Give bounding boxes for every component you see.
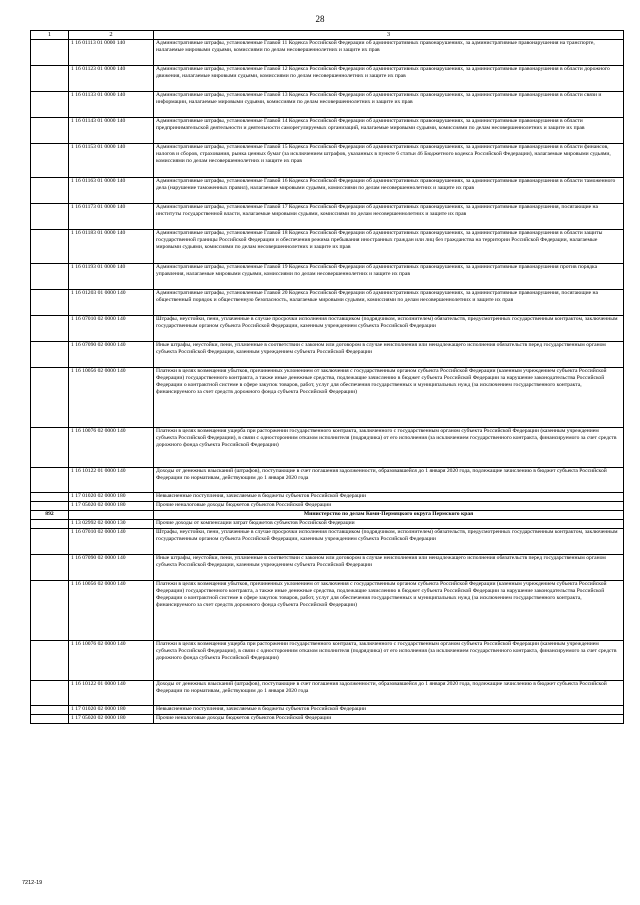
revenue-code-cell: 1 16 07090 02 0000 140 — [69, 342, 154, 368]
revenue-description-cell: Прочие неналоговые доходы бюджетов субъектов Российской Федерации — [154, 715, 624, 724]
revenue-description-cell: Штрафы, неустойки, пени, уплаченные в случае просрочки исполнения поставщиком (подрядчиком, исполнителем) обязательств, предусмотренных государственным контрактом, заключенным государственным органом субъекта Российской Федерации, казенным учреждением субъекта Российской Федерации — [154, 316, 624, 342]
revenue-code-cell: 1 16 01113 01 0000 140 — [69, 40, 154, 66]
table-row — [31, 428, 624, 468]
header-col-2: 2 — [69, 31, 154, 40]
admin-code-cell — [31, 178, 69, 204]
revenue-description-cell: Платежи в целях возмещения ущерба при расторжении государственного контракта, заключенного с государственным органом субъекта Российской Федерации (казенным учреждением субъекта Российской Федерации), в связи с односторонним отказом исполнителя (подрядчика) от его исполнения (за исключением государственного контракта, финансируемого за счет средств дорожного фонда субъекта Российской Федерации) — [154, 428, 624, 468]
table-row — [31, 92, 624, 118]
revenue-code-cell: 1 16 01123 01 0000 140 — [69, 66, 154, 92]
revenue-code-cell: 1 16 07090 02 0000 140 — [69, 555, 154, 581]
revenue-code-cell: 1 16 01143 01 0000 140 — [69, 118, 154, 144]
admin-code-cell — [31, 230, 69, 264]
revenue-description-cell: Платежи в целях возмещения убытков, причиненных уклонением от заключения с государственным органом субъекта Российской Федерации (казенным учреждением субъекта Российской Федерации) государственного контракта, а также иные денежные средства, подлежащие зачислению в бюджет субъекта Российской Федерации за нарушение законодательства Российской Федерации о контрактной системе в сфере закупок товаров, работ, услуг для обеспечения государственных и муниципальных нужд (за исключением государственного контракта, финансируемого за счет средств дорожного фонда субъекта Российской Федерации) — [154, 581, 624, 641]
revenue-code-cell: 1 16 10056 02 0000 140 — [69, 581, 154, 641]
admin-code-cell: 892 — [31, 511, 69, 520]
table-row — [31, 706, 624, 715]
table-row — [31, 342, 624, 368]
admin-code-cell — [31, 368, 69, 428]
revenue-code-cell: 1 16 10122 01 0000 140 — [69, 681, 154, 706]
revenue-description-cell: Прочие неналоговые доходы бюджетов субъектов Российской Федерации — [154, 502, 624, 511]
table-row — [31, 715, 624, 724]
table-row — [31, 40, 624, 66]
admin-code-cell — [31, 290, 69, 316]
revenue-description-cell: Административные штрафы, установленные Главой 12 Кодекса Российской Федерации об административных правонарушениях, за административные правонарушения в области дорожного движения, налагаемые мировыми судьями, комиссиями по делам несовершеннолетних и защите их прав — [154, 66, 624, 92]
table-row — [31, 681, 624, 706]
admin-code-cell — [31, 144, 69, 178]
table-row — [31, 529, 624, 555]
revenue-description-cell: Доходы от денежных взысканий (штрафов), поступающие в счет погашения задолженности, образовавшейся до 1 января 2020 года, подлежащие зачислению в бюджет субъекта Российской Федерации по нормативам, действующим до 1 января 2020 года — [154, 681, 624, 706]
header-col-1: 1 — [31, 31, 69, 40]
revenue-code-cell: 1 17 05020 02 0000 180 — [69, 502, 154, 511]
admin-code-cell — [31, 715, 69, 724]
revenue-code-cell: 1 16 01203 01 0000 140 — [69, 290, 154, 316]
admin-code-cell — [31, 428, 69, 468]
admin-code-cell — [31, 66, 69, 92]
admin-code-cell — [31, 264, 69, 290]
revenue-description-cell: Штрафы, неустойки, пени, уплаченные в случае просрочки исполнения поставщиком (подрядчиком, исполнителем) обязательств, предусмотренных государственным контрактом, заключенным государственным органом субъекта Российской Федерации, казенным учреждением субъекта Российской Федерации — [154, 529, 624, 555]
page-number: 28 — [315, 14, 325, 24]
revenue-description-cell: Иные штрафы, неустойки, пени, уплаченные в соответствии с законом или договором в случае неисполнения или ненадлежащего исполнения обязательств перед государственным органом субъекта Российской Федерации, казенным учреждением субъекта Российской Федерации — [154, 342, 624, 368]
admin-code-cell — [31, 468, 69, 493]
table-header-row — [31, 31, 624, 40]
admin-code-cell — [31, 502, 69, 511]
document-footer-code: 7212-19 — [22, 880, 43, 886]
revenue-description-cell: Иные штрафы, неустойки, пени, уплаченные в соответствии с законом или договором в случае неисполнения или ненадлежащего исполнения обязательств перед государственным органом субъекта Российской Федерации, казенным учреждением субъекта Российской Федерации — [154, 555, 624, 581]
revenue-description-cell: Административные штрафы, установленные Главой 17 Кодекса Российской Федерации об административных правонарушениях, за административные правонарушения, посягающие на институты государственной власти, налагаемые мировыми судьями, комиссиями по делам несовершеннолетних и защите их прав — [154, 204, 624, 230]
revenue-description-cell: Административные штрафы, установленные Главой 16 Кодекса Российской Федерации об административных правонарушениях, за административные правонарушения в области таможенного дела (нарушение таможенных правил), налагаемые мировыми судьями, комиссиями по делам несовершеннолетних и защите их прав — [154, 178, 624, 204]
revenue-description-cell: Министерство по делам Коми-Пермяцкого округа Пермского края — [154, 511, 624, 520]
table-row — [31, 290, 624, 316]
table-row — [31, 316, 624, 342]
revenue-code-cell: 1 16 07010 02 0000 140 — [69, 316, 154, 342]
table-row — [31, 144, 624, 178]
table-row — [31, 468, 624, 493]
revenue-description-cell: Административные штрафы, установленные Главой 13 Кодекса Российской Федерации об административных правонарушениях, за административные правонарушения в области связи и информации, налагаемые мировыми судьями, комиссиями по делам несовершеннолетних и защите их прав — [154, 92, 624, 118]
admin-code-cell — [31, 555, 69, 581]
admin-code-cell — [31, 493, 69, 502]
revenue-description-cell: Административные штрафы, установленные Главой 14 Кодекса Российской Федерации об административных правонарушениях, за административные правонарушения в области предпринимательской деятельности и деятельности саморегулируемых организаций, налагаемые мировыми судьями, комиссиями по делам несовершеннолетних и защите их прав — [154, 118, 624, 144]
ministry-header-row — [31, 511, 624, 520]
admin-code-cell — [31, 681, 69, 706]
admin-code-cell — [31, 204, 69, 230]
table-row — [31, 493, 624, 502]
revenue-code-cell: 1 16 01193 01 0000 140 — [69, 264, 154, 290]
revenue-description-cell: Платежи в целях возмещения убытков, причиненных уклонением от заключения с государственным органом субъекта Российской Федерации (казенным учреждением субъекта Российской Федерации) государственного контракта, а также иные денежные средства, подлежащие зачислению в бюджет субъекта Российской Федерации за нарушение законодательства Российской Федерации о контрактной системе в сфере закупок товаров, работ, услуг для обеспечения государственных и муниципальных нужд (за исключением государственного контракта, финансируемого за счет средств дорожного фонда субъекта Российской Федерации) — [154, 368, 624, 428]
revenue-description-cell: Административные штрафы, установленные Главой 15 Кодекса Российской Федерации об административных правонарушениях, за административные правонарушения в области финансов, налогов и сборов, страхования, рынка ценных бумаг (за исключением штрафов, указанных в пункте 6 статьи 46 Бюджетного кодекса Российской Федерации), налагаемые мировыми судьями, комиссиями по делам несовершеннолетних и защите их прав — [154, 144, 624, 178]
revenue-code-cell: 1 16 10076 02 0000 140 — [69, 641, 154, 681]
revenue-description-cell: Прочие доходы от компенсации затрат бюджетов субъектов Российской Федерации — [154, 520, 624, 529]
table-row — [31, 118, 624, 144]
revenue-description-cell: Административные штрафы, установленные Главой 19 Кодекса Российской Федерации об административных правонарушениях, за административные правонарушения против порядка управления, налагаемые мировыми судьями, комиссиями по делам несовершеннолетних и защите их прав — [154, 264, 624, 290]
revenue-code-cell: 1 17 05020 02 0000 180 — [69, 715, 154, 724]
revenue-code-cell: 1 16 01183 01 0000 140 — [69, 230, 154, 264]
revenue-description-cell: Административные штрафы, установленные Главой 18 Кодекса Российской Федерации об административных правонарушениях, за административные правонарушения в области защиты государственной границы Российской Федерации и обеспечения режима пребывания иностранных граждан или лиц без гражданства на территории Российской Федерации, налагаемые мировыми судьями, комиссиями по делам несовершеннолетних и защите их прав — [154, 230, 624, 264]
table-row — [31, 520, 624, 529]
table-row — [31, 178, 624, 204]
table-row — [31, 66, 624, 92]
header-col-3: 3 — [154, 31, 624, 40]
admin-code-cell — [31, 342, 69, 368]
revenue-code-cell: 1 16 10076 02 0000 140 — [69, 428, 154, 468]
admin-code-cell — [31, 520, 69, 529]
revenue-code-cell: 1 16 07010 02 0000 140 — [69, 529, 154, 555]
revenue-description-cell: Доходы от денежных взысканий (штрафов), поступающие в счет погашения задолженности, образовавшейся до 1 января 2020 года, подлежащие зачислению в бюджет субъекта Российской Федерации по нормативам, действующим до 1 января 2020 года — [154, 468, 624, 493]
table-row — [31, 204, 624, 230]
admin-code-cell — [31, 92, 69, 118]
revenue-code-cell: 1 16 10056 02 0000 140 — [69, 368, 154, 428]
revenue-code-cell: 1 17 01020 02 0000 180 — [69, 706, 154, 715]
revenue-code-cell: 1 16 01163 01 0000 140 — [69, 178, 154, 204]
revenue-code-cell — [69, 511, 154, 520]
revenue-code-cell: 1 16 10122 01 0000 140 — [69, 468, 154, 493]
table-row — [31, 368, 624, 428]
revenue-codes-table — [30, 30, 624, 724]
revenue-description-cell: Административные штрафы, установленные Главой 11 Кодекса Российской Федерации об административных правонарушениях, за административные правонарушения на транспорте, налагаемые мировыми судьями, комиссиями по делам несовершеннолетних и защите их прав — [154, 40, 624, 66]
revenue-description-cell: Административные штрафы, установленные Главой 20 Кодекса Российской Федерации об административных правонарушениях, за административные правонарушения, посягающие на общественный порядок и общественную безопасность, налагаемые мировыми судьями, комиссиями по делам несовершеннолетних и защите их прав — [154, 290, 624, 316]
table-row — [31, 502, 624, 511]
admin-code-cell — [31, 641, 69, 681]
admin-code-cell — [31, 40, 69, 66]
revenue-description-cell: Невыясненные поступления, зачисляемые в бюджеты субъектов Российской Федерации — [154, 706, 624, 715]
revenue-code-cell: 1 16 01173 01 0000 140 — [69, 204, 154, 230]
table-row — [31, 555, 624, 581]
revenue-code-cell: 1 13 02992 02 0000 130 — [69, 520, 154, 529]
table-row — [31, 230, 624, 264]
revenue-code-cell: 1 17 01020 02 0000 180 — [69, 493, 154, 502]
admin-code-cell — [31, 529, 69, 555]
revenue-code-cell: 1 16 01133 01 0000 140 — [69, 92, 154, 118]
admin-code-cell — [31, 581, 69, 641]
table-row — [31, 641, 624, 681]
revenue-description-cell: Платежи в целях возмещения ущерба при расторжении государственного контракта, заключенного с государственным органом субъекта Российской Федерации (казенным учреждением субъекта Российской Федерации), в связи с односторонним отказом исполнителя (подрядчика) от его исполнения (за исключением государственного контракта, финансируемого за счет средств дорожного фонда субъекта Российской Федерации) — [154, 641, 624, 681]
table-row — [31, 264, 624, 290]
admin-code-cell — [31, 118, 69, 144]
admin-code-cell — [31, 316, 69, 342]
revenue-code-cell: 1 16 01153 01 0000 140 — [69, 144, 154, 178]
table-row — [31, 581, 624, 641]
revenue-description-cell: Невыясненные поступления, зачисляемые в бюджеты субъектов Российской Федерации — [154, 493, 624, 502]
admin-code-cell — [31, 706, 69, 715]
